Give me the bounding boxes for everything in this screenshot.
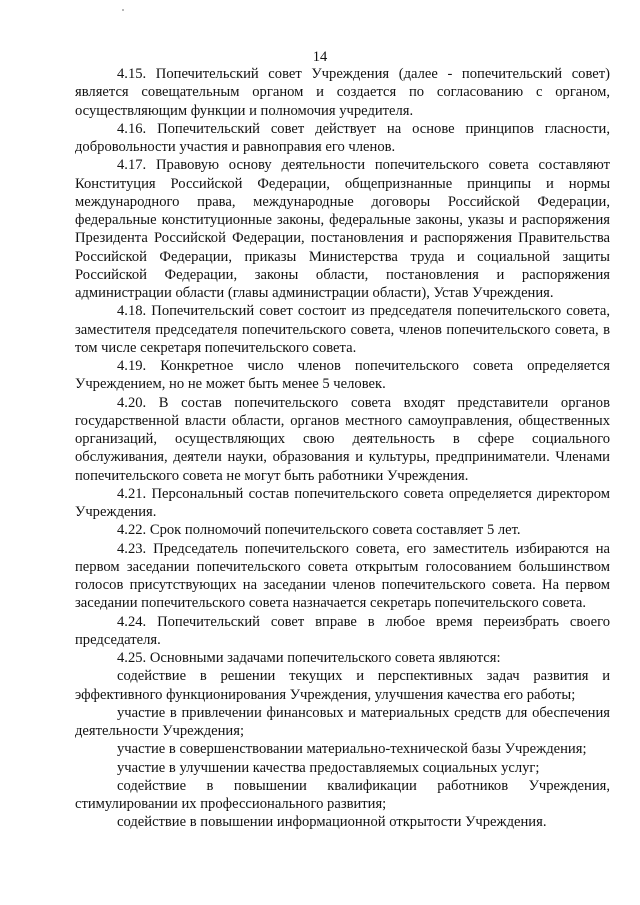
page-number: 14 bbox=[312, 49, 328, 65]
paragraph-4-23: 4.23. Председатель попечительского совета, его заместитель избираются на первом заседании попечительского совета открытым голосованием большинством голосов присутствующих на заседании членов попечительского совета. На первом заседании попечительского совета назначается секретарь попечительского совета. bbox=[75, 540, 610, 612]
paragraph-4-21: 4.21. Персональный состав попечительского совета определяется директором Учреждения. bbox=[75, 485, 610, 520]
paragraph-4-18: 4.18. Попечительский совет состоит из председателя попечительского совета, заместителя председателя попечительского совета, членов попечительского совета, в том числе секретаря попечительского совета. bbox=[75, 303, 610, 356]
paragraph-4-20: 4.20. В состав попечительского совета входят представители органов государственной власти области, органов местного самоуправления, общественных организаций, осуществляющих свою деятельность в сфере социального обслуживания, деятели науки, образования и культуры, предприниматели. Членами попечительского совета не могут быть работники Учреждения. bbox=[75, 394, 610, 484]
task-item: содействие в решении текущих и перспективных задач развития и эффективного функционирования Учреждения, улучшения качества его работы; bbox=[75, 668, 610, 703]
paragraph-4-16: 4.16. Попечительский совет действует на основе принципов гласности, добровольности участия и равноправия его членов. bbox=[75, 120, 610, 155]
task-item: участие в привлечении финансовых и материальных средств для обеспечения деятельности Учреждения; bbox=[75, 704, 610, 739]
paragraph-4-15: 4.15. Попечительский совет Учреждения (далее - попечительский совет) является совещательным органом и создается по согласованию с органом, осуществляющим функции и полномочия учредителя. bbox=[75, 66, 610, 119]
paragraph-4-17: 4.17. Правовую основу деятельности попечительского совета составляют Конституция Российской Федерации, общепризнанные принципы и нормы международного права, международные договоры Российской Федерации, федеральные конституционные законы, федеральные законы, указы и распоряжения Президента Российской Федерации, постановления и распоряжения Правительства Российской Федерации, приказы Министерства труда и социальной защиты Российской Федерации, законы области, постановления и распоряжения администрации области (главы администрации области), Устав Учреждения. bbox=[75, 157, 610, 301]
paragraph-4-19: 4.19. Конкретное число членов попечительского совета определяется Учреждением, но не может быть менее 5 человек. bbox=[75, 358, 610, 393]
task-item: содействие в повышении квалификации работников Учреждения, стимулировании их профессионального развития; bbox=[75, 777, 610, 812]
task-item: участие в улучшении качества предоставляемых социальных услуг; bbox=[117, 759, 540, 776]
paragraph-4-25: 4.25. Основными задачами попечительского совета являются: bbox=[117, 650, 501, 666]
task-item: содействие в повышении информационной открытости Учреждения. bbox=[117, 814, 547, 831]
document-body bbox=[75, 65, 610, 832]
task-item: участие в совершенствовании материально-технической базы Учреждения; bbox=[117, 741, 587, 758]
paragraph-4-24: 4.24. Попечительский совет вправе в любое время переизбрать своего председателя. bbox=[75, 613, 610, 648]
paragraph-4-22: 4.22. Срок полномочий попечительского совета составляет 5 лет. bbox=[117, 522, 521, 539]
scan-speck bbox=[122, 9, 124, 11]
